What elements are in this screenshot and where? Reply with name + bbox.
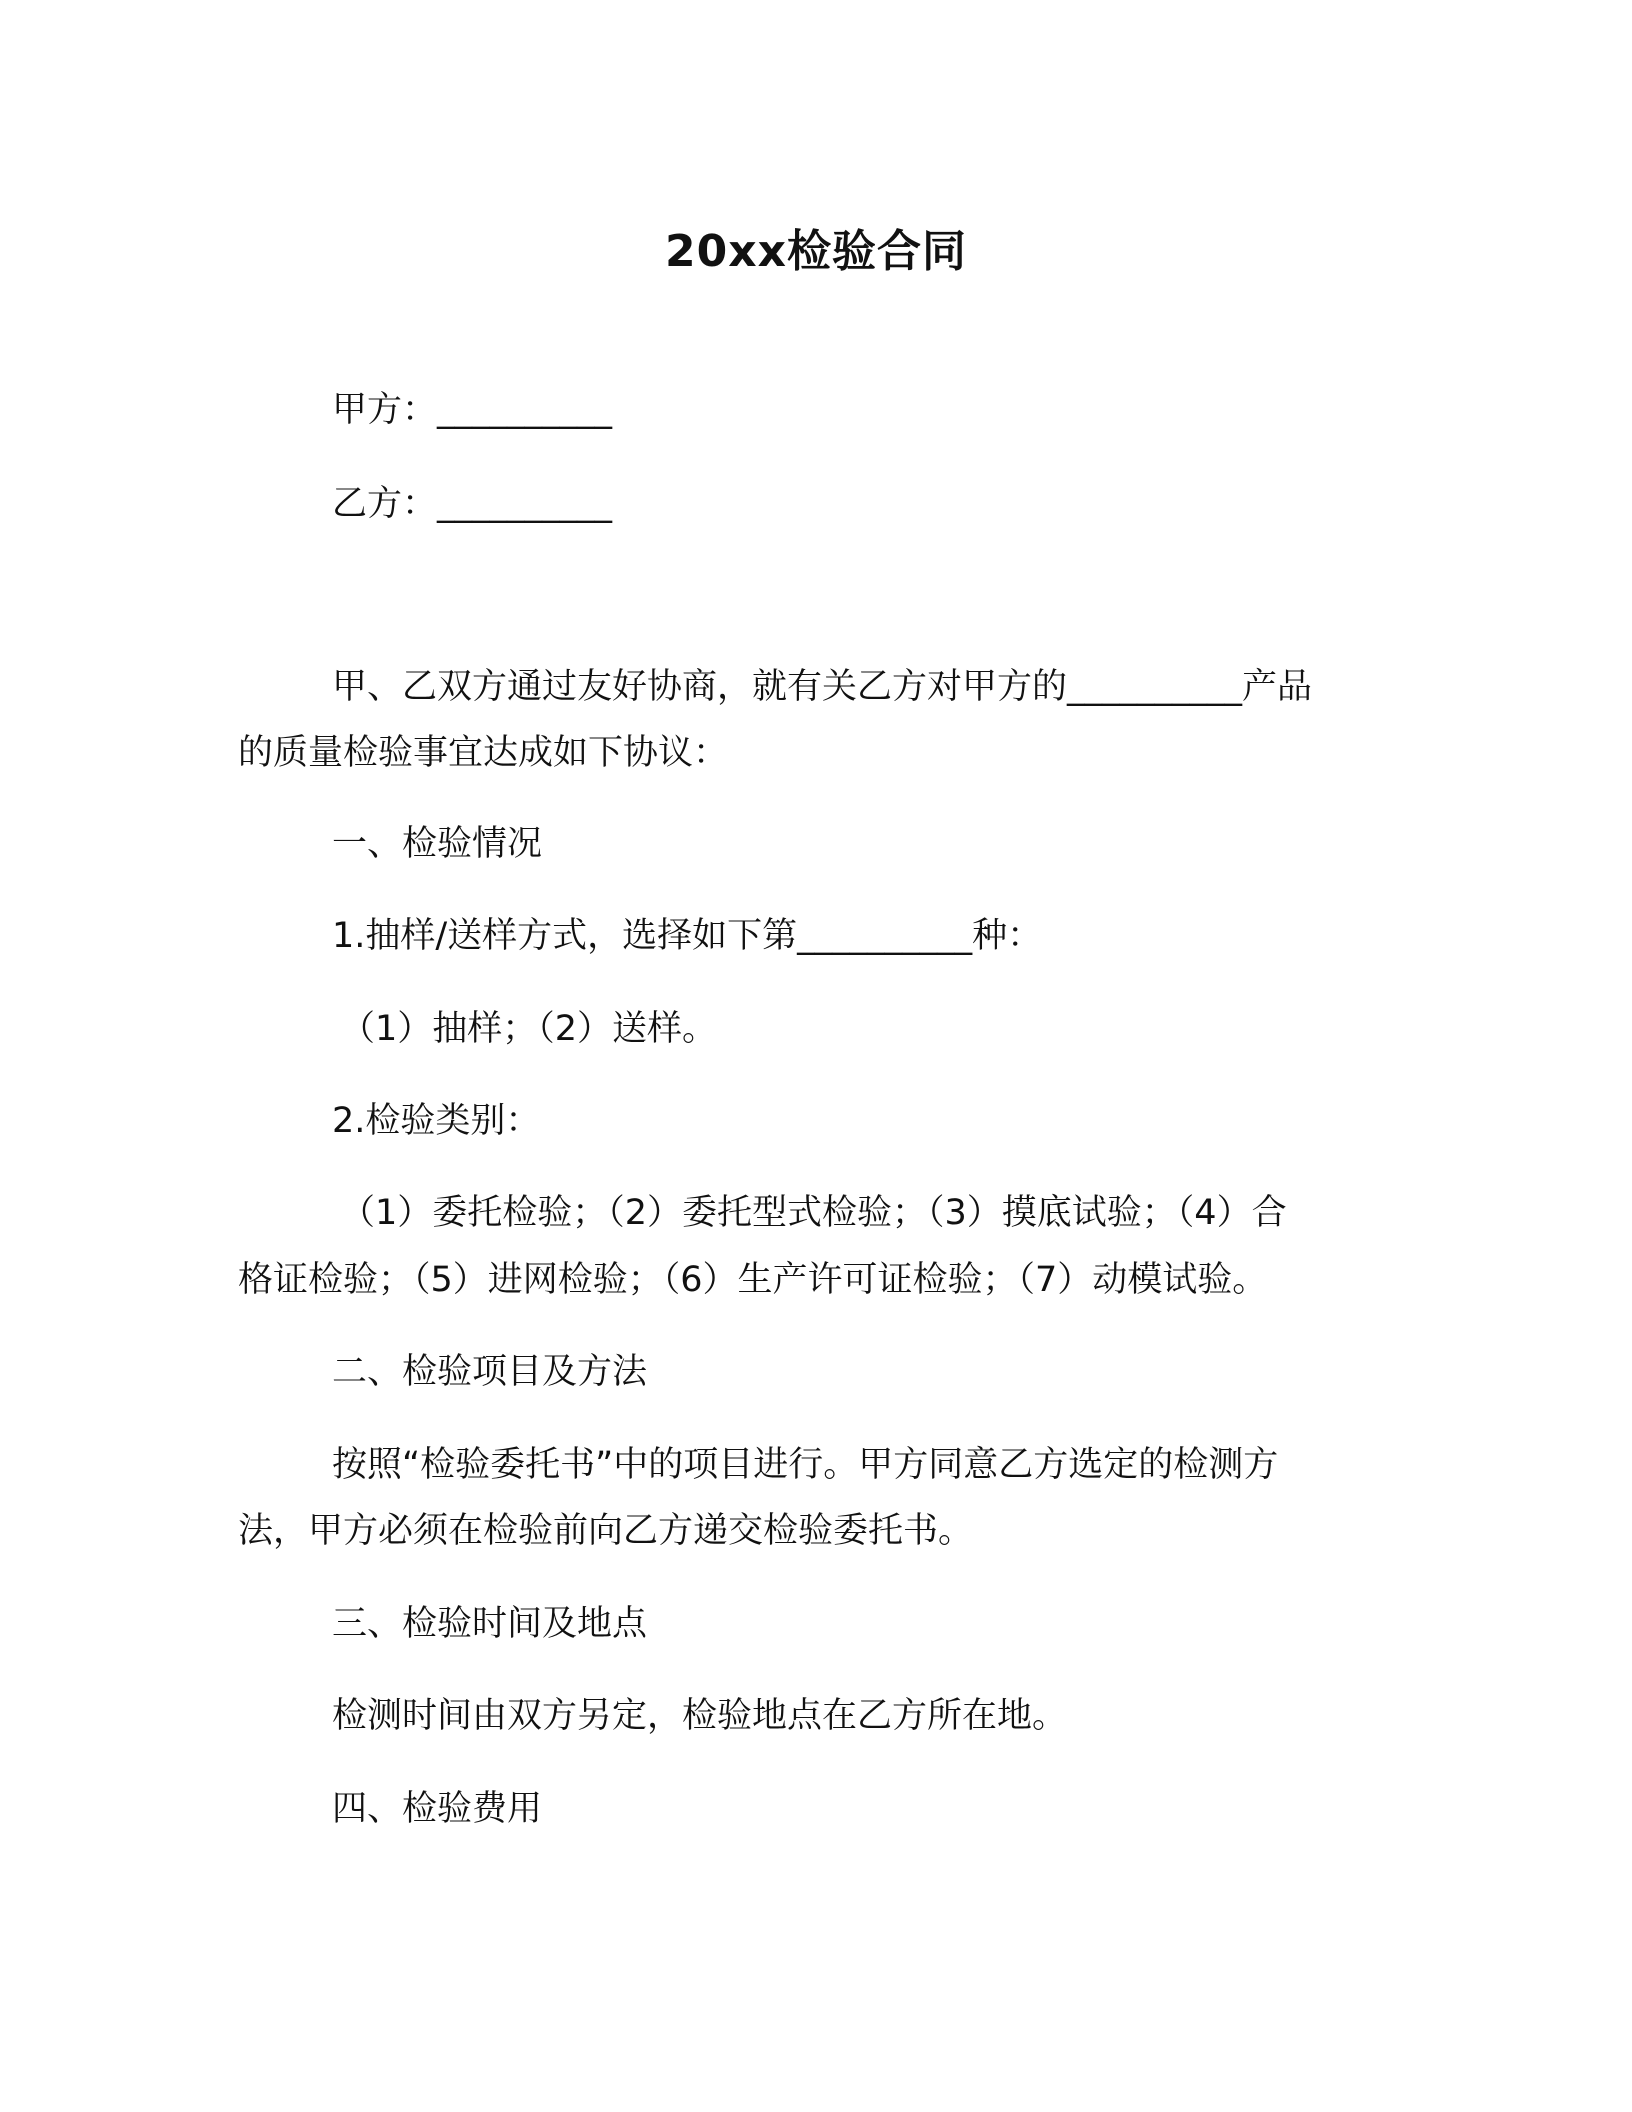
section-2-line-1: 按照“检验委托书”中的项目进行。甲方同意乙方选定的检测方 <box>332 1445 1279 1485</box>
party-b-line: 乙方：__________ <box>332 484 613 524</box>
section-3-line-1: 检测时间由双方另定，检验地点在乙方所在地。 <box>332 1696 1068 1736</box>
party-a-line: 甲方：__________ <box>332 390 613 430</box>
section-1-item-1-options: （1）抽样；（2）送样。 <box>340 1009 718 1049</box>
section-1-item-1: 1.抽样/送样方式，选择如下第__________种： <box>332 916 1043 956</box>
section-3-heading: 三、检验时间及地点 <box>332 1604 648 1644</box>
section-2-heading: 二、检验项目及方法 <box>332 1352 648 1392</box>
section-1-item-2-options-line-1: （1）委托检验；（2）委托型式检验；（3）摸底试验；（4）合 <box>340 1193 1287 1233</box>
section-4-heading: 四、检验费用 <box>332 1789 543 1829</box>
intro-line-2: 的质量检验事宜达成如下协议： <box>238 733 729 773</box>
intro-line-1: 甲、乙双方通过友好协商，就有关乙方对甲方的__________产品 <box>332 667 1313 707</box>
section-1-heading: 一、检验情况 <box>332 824 543 864</box>
section-1-item-2-options-line-2: 格证检验；（5）进网检验；（6）生产许可证检验；（7）动模试验。 <box>238 1260 1268 1300</box>
section-1-item-2: 2.检验类别： <box>332 1101 541 1141</box>
document-title: 20xx检验合同 <box>665 226 967 277</box>
section-2-line-2: 法，甲方必须在检验前向乙方递交检验委托书。 <box>238 1511 974 1551</box>
